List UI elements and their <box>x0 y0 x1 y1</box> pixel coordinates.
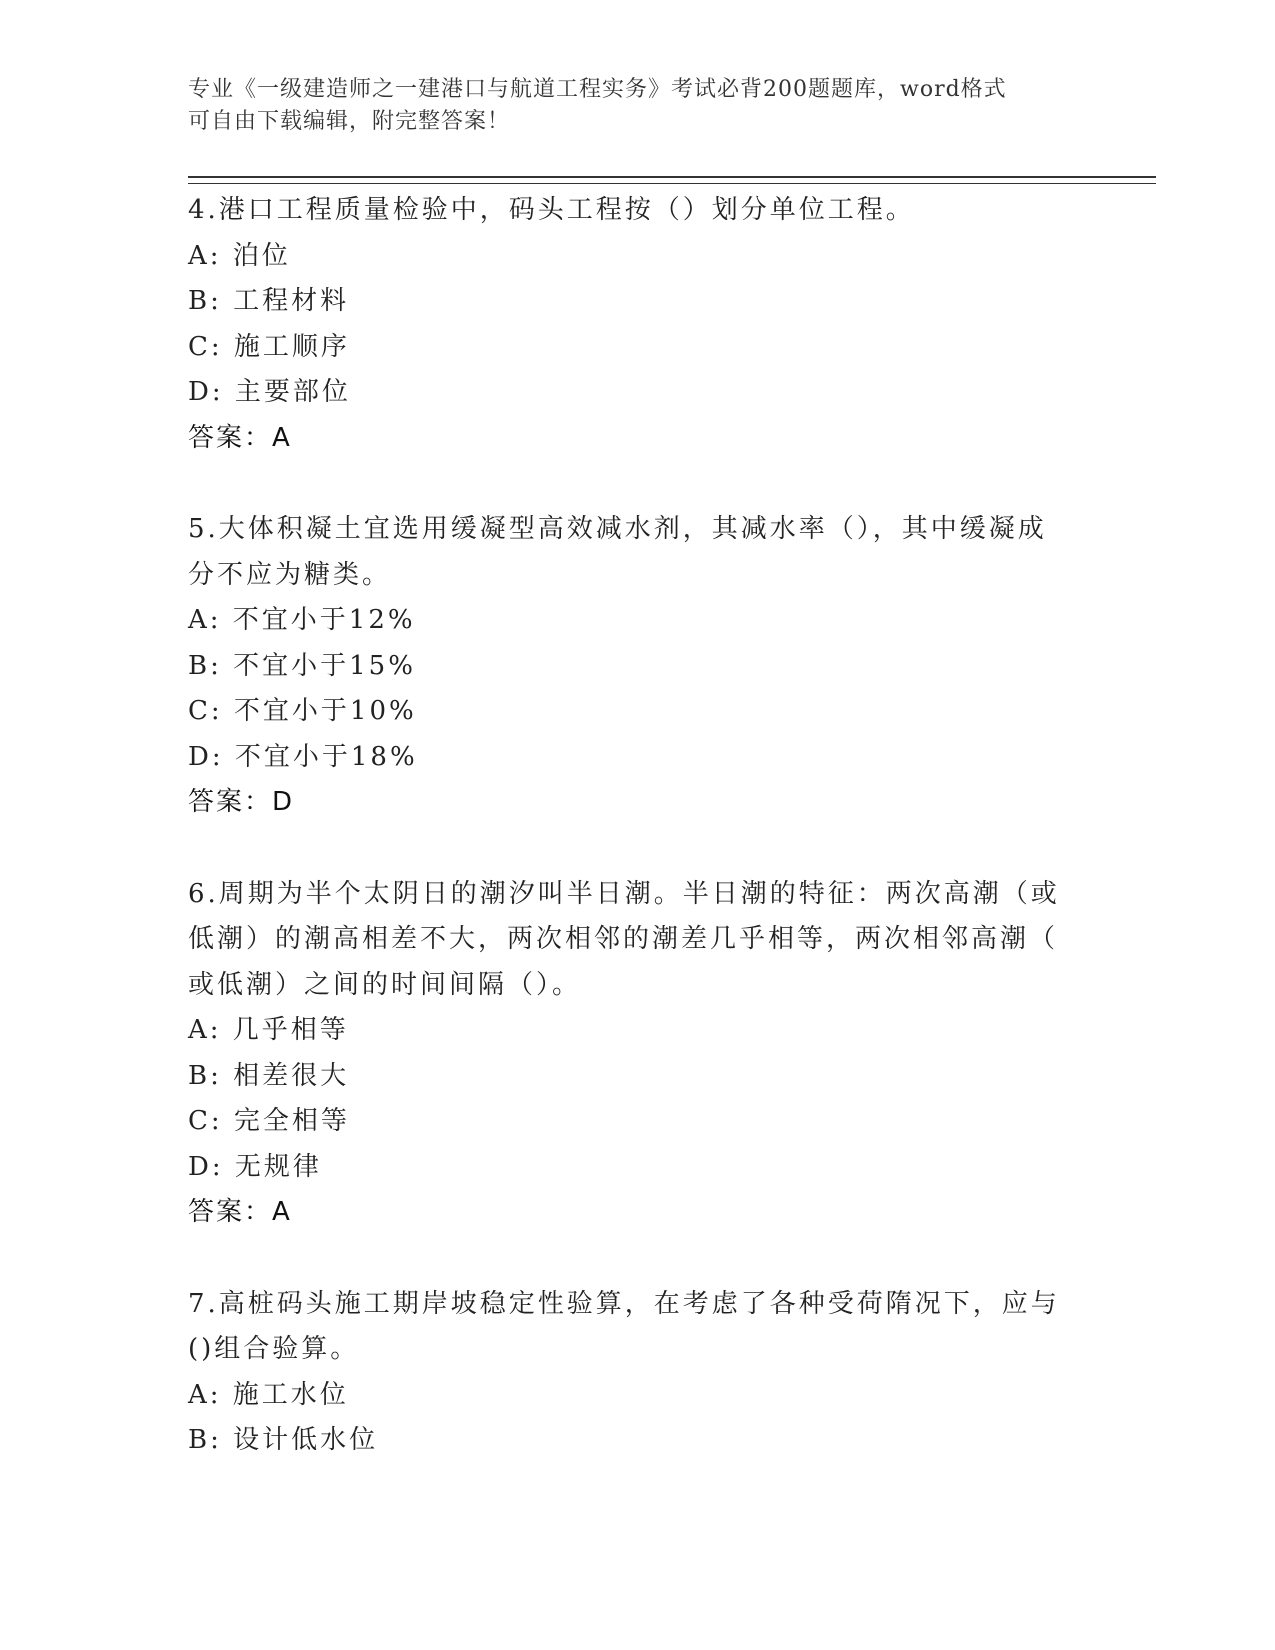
answer-line: 答案：A <box>188 422 292 453</box>
option-b: B: 工程材料 <box>188 286 350 316</box>
option-a: A: 泊位 <box>188 240 291 271</box>
option-c: C: 不宜小于10% <box>188 696 417 726</box>
question-gap <box>188 826 1088 872</box>
question-stem-line: 或低潮）之间的时间间隔（）。 <box>188 969 582 1000</box>
question-block <box>188 872 1088 1236</box>
header-line-2: 可自由下载编辑，附完整答案！ <box>188 109 511 134</box>
header-divider-thin <box>188 183 1156 184</box>
question-stem-line: 分不应为糖类。 <box>188 559 392 590</box>
option-d: D: 主要部位 <box>188 377 351 407</box>
question-gap <box>188 461 1088 507</box>
option-a: A: 几乎相等 <box>188 1015 349 1045</box>
question-stem-line: 7.高桩码头施工期岸坡稳定性验算，在考虑了各种受荷隋况下，应与 <box>188 1288 1060 1319</box>
option-d: D: 无规律 <box>188 1151 322 1182</box>
option-a: A: 施工水位 <box>188 1379 349 1410</box>
answer-line: 答案：A <box>188 1197 292 1227</box>
question-block <box>188 507 1088 826</box>
header-divider-thick <box>188 176 1156 178</box>
header-line-1: 专业《一级建造师之一建港口与航道工程实务》考试必背200题题库，word格式 <box>188 77 1007 102</box>
question-block <box>188 188 1088 461</box>
document-header <box>188 74 1068 138</box>
question-list <box>188 188 1088 1464</box>
option-b: B: 相差很大 <box>188 1060 350 1091</box>
question-stem-line: 5.大体积凝土宜选用缓凝型高效减水剂，其减水率（），其中缓凝成 <box>188 514 1047 544</box>
question-stem-line: 6.周期为半个太阴日的潮汐叫半日潮。半日潮的特征：两次高潮（或 <box>188 878 1060 909</box>
option-c: C: 完全相等 <box>188 1106 350 1136</box>
question-stem-line: 低潮）的潮高相差不大，两次相邻的潮差几乎相等，两次相邻高潮（ <box>188 924 1059 954</box>
option-b: B: 不宜小于15% <box>188 650 416 681</box>
option-a: A: 不宜小于12% <box>188 605 416 635</box>
option-b: B: 设计低水位 <box>188 1425 379 1455</box>
question-stem-line: 4.港口工程质量检验中，码头工程按（）划分单位工程。 <box>188 195 915 225</box>
question-gap <box>188 1236 1088 1282</box>
question-block <box>188 1282 1088 1464</box>
option-d: D: 不宜小于18% <box>188 741 418 772</box>
answer-line: 答案：D <box>188 787 295 817</box>
option-c: C: 施工顺序 <box>188 331 350 362</box>
question-stem-line: ()组合验算。 <box>188 1334 360 1364</box>
